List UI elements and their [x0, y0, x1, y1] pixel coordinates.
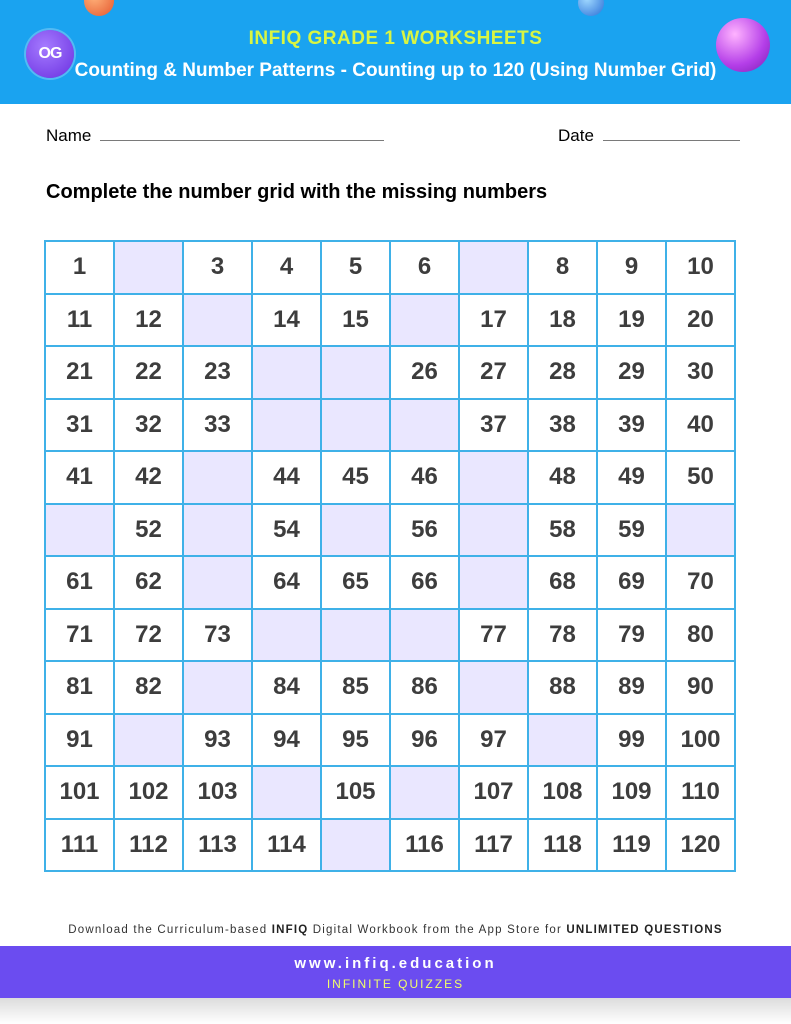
blank-cell[interactable] [252, 399, 321, 452]
number-grid [44, 240, 736, 872]
number-cell: 11 [45, 294, 114, 347]
number-cell: 119 [597, 819, 666, 872]
blank-cell[interactable] [183, 504, 252, 557]
number-cell: 65 [321, 556, 390, 609]
orange-bubble-icon [84, 0, 114, 16]
grid-row [45, 451, 735, 504]
number-cell: 5 [321, 241, 390, 294]
number-cell: 97 [459, 714, 528, 767]
number-cell: 86 [390, 661, 459, 714]
number-cell: 109 [597, 766, 666, 819]
blank-cell[interactable] [390, 766, 459, 819]
name-field-line[interactable] [100, 140, 384, 141]
number-cell: 41 [45, 451, 114, 504]
blank-cell[interactable] [252, 346, 321, 399]
name-label: Name [46, 126, 92, 145]
number-cell: 107 [459, 766, 528, 819]
number-cell: 114 [252, 819, 321, 872]
number-cell: 3 [183, 241, 252, 294]
number-cell: 19 [597, 294, 666, 347]
number-cell: 46 [390, 451, 459, 504]
blank-cell[interactable] [390, 294, 459, 347]
number-cell: 79 [597, 609, 666, 662]
blue-bubble-icon [578, 0, 604, 16]
blank-cell[interactable] [321, 609, 390, 662]
number-cell: 42 [114, 451, 183, 504]
blank-cell[interactable] [321, 819, 390, 872]
logo-text: OG [38, 45, 62, 62]
number-cell: 95 [321, 714, 390, 767]
grid-row [45, 609, 735, 662]
number-cell: 28 [528, 346, 597, 399]
grid-row [45, 714, 735, 767]
number-cell: 113 [183, 819, 252, 872]
number-cell: 118 [528, 819, 597, 872]
number-cell: 102 [114, 766, 183, 819]
number-cell: 103 [183, 766, 252, 819]
number-cell: 70 [666, 556, 735, 609]
number-cell: 100 [666, 714, 735, 767]
brand-title: INFIQ GRADE 1 WORKSHEETS [248, 28, 543, 49]
number-cell: 30 [666, 346, 735, 399]
number-cell: 96 [390, 714, 459, 767]
number-cell: 29 [597, 346, 666, 399]
number-cell: 78 [528, 609, 597, 662]
number-cell: 4 [252, 241, 321, 294]
footer-tagline: INFINITE QUIZZES [326, 977, 465, 991]
header-banner [0, 0, 791, 104]
number-cell: 18 [528, 294, 597, 347]
number-cell: 117 [459, 819, 528, 872]
number-cell: 93 [183, 714, 252, 767]
number-cell: 112 [114, 819, 183, 872]
number-cell: 15 [321, 294, 390, 347]
footer-shadow [0, 998, 791, 1024]
blank-cell[interactable] [321, 399, 390, 452]
number-cell: 89 [597, 661, 666, 714]
number-cell: 77 [459, 609, 528, 662]
number-cell: 45 [321, 451, 390, 504]
promo-mid: Digital Workbook from the App Store for [308, 924, 567, 936]
blank-cell[interactable] [459, 241, 528, 294]
number-cell: 105 [321, 766, 390, 819]
blank-cell[interactable] [459, 504, 528, 557]
number-cell: 71 [45, 609, 114, 662]
blank-cell[interactable] [183, 451, 252, 504]
number-cell: 58 [528, 504, 597, 557]
number-cell: 48 [528, 451, 597, 504]
number-cell: 31 [45, 399, 114, 452]
blank-cell[interactable] [321, 504, 390, 557]
number-cell: 80 [666, 609, 735, 662]
number-cell: 68 [528, 556, 597, 609]
blank-cell[interactable] [390, 609, 459, 662]
grid-row [45, 661, 735, 714]
promo-bold: UNLIMITED QUESTIONS [566, 924, 723, 936]
number-cell: 39 [597, 399, 666, 452]
number-cell: 40 [666, 399, 735, 452]
blank-cell[interactable] [114, 714, 183, 767]
instruction-text: Complete the number grid with the missing numbers [46, 181, 548, 203]
number-cell: 81 [45, 661, 114, 714]
number-cell: 110 [666, 766, 735, 819]
number-cell: 49 [597, 451, 666, 504]
number-cell: 44 [252, 451, 321, 504]
number-cell: 64 [252, 556, 321, 609]
blank-cell[interactable] [252, 609, 321, 662]
number-cell: 54 [252, 504, 321, 557]
grid-row [45, 819, 735, 872]
number-cell: 21 [45, 346, 114, 399]
blank-cell[interactable] [459, 556, 528, 609]
number-cell: 17 [459, 294, 528, 347]
number-cell: 66 [390, 556, 459, 609]
number-cell: 120 [666, 819, 735, 872]
number-cell: 90 [666, 661, 735, 714]
promo-text [0, 924, 791, 936]
grid-row [45, 766, 735, 819]
blank-cell[interactable] [666, 504, 735, 557]
number-cell: 27 [459, 346, 528, 399]
grid-row [45, 346, 735, 399]
date-label: Date [558, 126, 594, 145]
promo-pre: Download the Curriculum-based [68, 924, 272, 936]
promo-brand: INFIQ [271, 924, 309, 936]
number-cell: 69 [597, 556, 666, 609]
grid-row [45, 241, 735, 294]
number-cell: 22 [114, 346, 183, 399]
number-cell: 59 [597, 504, 666, 557]
grid-row [45, 399, 735, 452]
grid-row [45, 556, 735, 609]
number-cell: 108 [528, 766, 597, 819]
worksheet-subtitle: Counting & Number Patterns - Counting up to 120 (Using Number Grid) [74, 60, 717, 81]
number-cell: 6 [390, 241, 459, 294]
number-cell: 111 [45, 819, 114, 872]
number-cell: 50 [666, 451, 735, 504]
blank-cell[interactable] [114, 241, 183, 294]
blank-cell[interactable] [528, 714, 597, 767]
number-cell: 116 [390, 819, 459, 872]
number-cell: 85 [321, 661, 390, 714]
number-cell: 73 [183, 609, 252, 662]
number-cell: 62 [114, 556, 183, 609]
blank-cell[interactable] [321, 346, 390, 399]
blank-cell[interactable] [183, 294, 252, 347]
number-cell: 32 [114, 399, 183, 452]
number-cell: 52 [114, 504, 183, 557]
number-cell: 88 [528, 661, 597, 714]
number-cell: 101 [45, 766, 114, 819]
website-link[interactable]: www.infiq.education [294, 955, 497, 972]
number-cell: 84 [252, 661, 321, 714]
number-cell: 33 [183, 399, 252, 452]
grid-row [45, 504, 735, 557]
number-cell: 37 [459, 399, 528, 452]
number-cell: 10 [666, 241, 735, 294]
number-cell: 94 [252, 714, 321, 767]
number-cell: 12 [114, 294, 183, 347]
number-cell: 1 [45, 241, 114, 294]
number-cell: 72 [114, 609, 183, 662]
blank-cell[interactable] [252, 766, 321, 819]
number-cell: 14 [252, 294, 321, 347]
number-cell: 99 [597, 714, 666, 767]
number-cell: 26 [390, 346, 459, 399]
blank-cell[interactable] [459, 451, 528, 504]
number-cell: 82 [114, 661, 183, 714]
number-cell: 61 [45, 556, 114, 609]
blank-cell[interactable] [45, 504, 114, 557]
blank-cell[interactable] [183, 661, 252, 714]
number-cell: 9 [597, 241, 666, 294]
number-cell: 23 [183, 346, 252, 399]
grid-row [45, 294, 735, 347]
number-cell: 20 [666, 294, 735, 347]
number-cell: 91 [45, 714, 114, 767]
blank-cell[interactable] [459, 661, 528, 714]
number-cell: 56 [390, 504, 459, 557]
number-cell: 38 [528, 399, 597, 452]
blank-cell[interactable] [390, 399, 459, 452]
blank-cell[interactable] [183, 556, 252, 609]
date-field-line[interactable] [603, 140, 740, 141]
number-cell: 8 [528, 241, 597, 294]
